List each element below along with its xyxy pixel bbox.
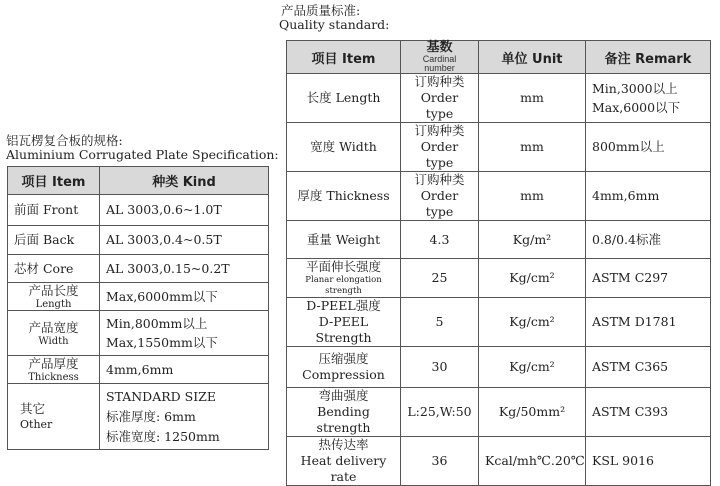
spec-item-en: Other <box>20 417 53 431</box>
quality-cardinal <box>401 172 479 221</box>
quality-cardinal <box>401 123 479 172</box>
spec-kind-line: 标准厚度: 6mm <box>106 408 196 424</box>
quality-unit: Kg/50mm² <box>479 388 586 437</box>
quality-title-cn: 产品质量标准: <box>281 3 361 18</box>
table-row <box>8 226 269 255</box>
table-row <box>287 437 711 486</box>
quality-item <box>287 388 401 437</box>
spec-item <box>8 311 100 356</box>
spec-kind-line: Min,800mm以上 <box>106 316 208 331</box>
quality-cardinal: 5 <box>401 298 479 347</box>
quality-unit: mm <box>479 74 586 123</box>
quality-header-cardinal: 基数 Cardinal number <box>401 41 479 74</box>
table-row <box>287 388 711 437</box>
spec-title-cn: 铝瓦楞复合板的规格: <box>6 133 123 148</box>
quality-remark: ASTM D1781 <box>586 298 711 347</box>
quality-item-cn: D-PEEL强度 <box>306 298 381 313</box>
spec-item: 后面 Back <box>8 226 100 255</box>
quality-item <box>287 259 401 298</box>
quality-remark: ASTM C365 <box>586 347 711 388</box>
quality-title-en: Quality standard: <box>279 17 390 32</box>
quality-header-unit: 单位 Unit <box>479 41 586 74</box>
spec-table <box>7 166 269 450</box>
spec-kind: AL 3003,0.15~0.2T <box>100 255 269 283</box>
table-row <box>287 259 711 298</box>
quality-item <box>287 347 401 388</box>
quality-cardinal-line: Order type <box>420 188 459 219</box>
table-row <box>8 255 269 283</box>
spec-item: 芯材 Core <box>8 255 100 283</box>
quality-item-en: Heat delivery rate <box>300 453 387 484</box>
spec-kind <box>100 384 269 450</box>
quality-remark: 4mm,6mm <box>586 172 711 221</box>
spec-item-en: Thickness <box>28 372 79 383</box>
spec-item-cn: 其它 <box>20 400 46 416</box>
quality-cardinal-line: Order type <box>420 139 459 170</box>
quality-remark: ASTM C297 <box>586 259 711 298</box>
table-row <box>8 283 269 311</box>
spec-header-kind: 种类 Kind <box>100 167 269 195</box>
table-row <box>287 123 711 172</box>
quality-remark-line: Max,6000以下 <box>592 100 681 115</box>
quality-item <box>287 437 401 486</box>
quality-header-item: 项目 Item <box>287 41 401 74</box>
quality-remark-line: Min,3000以上 <box>592 81 678 96</box>
spec-item-cn: 产品长度 <box>28 283 79 298</box>
quality-item-en: Compression <box>302 367 385 382</box>
quality-remark: ASTM C393 <box>586 388 711 437</box>
quality-cardinal-line: 订购种类 <box>414 172 465 187</box>
quality-header-remark: 备注 Remark <box>586 41 711 74</box>
quality-unit: mm <box>479 123 586 172</box>
quality-unit: Kg/cm² <box>479 298 586 347</box>
spec-item-cn: 产品厚度 <box>28 356 79 371</box>
quality-cardinal-line: Order type <box>420 90 459 121</box>
quality-unit: Kg/m² <box>479 221 586 259</box>
quality-remark: 0.8/0.4标准 <box>586 221 711 259</box>
quality-cardinal: 30 <box>401 347 479 388</box>
table-row <box>8 311 269 356</box>
quality-cardinal: 36 <box>401 437 479 486</box>
quality-cardinal-line: 订购种类 <box>414 123 465 138</box>
quality-item-en: Bending strength <box>316 404 371 435</box>
spec-kind: AL 3003,0.4~0.5T <box>100 226 269 255</box>
spec-item <box>8 384 100 450</box>
quality-unit: Kg/cm² <box>479 347 586 388</box>
table-row <box>287 298 711 347</box>
quality-item-cn: 弯曲强度 <box>318 388 369 403</box>
spec-title-en: Aluminium Corrugated Plate Specification: <box>6 147 279 162</box>
table-row <box>287 221 711 259</box>
quality-unit: Kg/cm² <box>479 259 586 298</box>
spec-item <box>8 283 100 311</box>
quality-item <box>287 298 401 347</box>
quality-remark: KSL 9016 <box>586 437 711 486</box>
quality-item: 长度 Length <box>287 74 401 123</box>
spec-kind-line: STANDARD SIZE <box>106 388 216 404</box>
quality-unit: mm <box>479 172 586 221</box>
spec-kind: Max,6000mm以下 <box>100 283 269 311</box>
quality-unit: Kcal/mh℃.20℃ <box>479 437 586 486</box>
table-row <box>287 172 711 221</box>
table-row <box>287 74 711 123</box>
spec-item <box>8 356 100 384</box>
quality-remark <box>586 74 711 123</box>
table-row <box>8 195 269 226</box>
table-row <box>8 384 269 450</box>
spec-item-en: Width <box>38 335 69 347</box>
quality-remark: 800mm以上 <box>586 123 711 172</box>
quality-item-en: D-PEEL Strength <box>315 314 372 345</box>
table-row <box>287 347 711 388</box>
quality-item: 重量 Weight <box>287 221 401 259</box>
spec-kind-line: Max,1550mm以下 <box>106 335 218 350</box>
spec-item-en: Length <box>35 299 72 310</box>
table-row <box>8 356 269 384</box>
spec-kind: 4mm,6mm <box>100 356 269 384</box>
quality-item-cn: 压缩强度 <box>318 351 369 366</box>
quality-cardinal-line: 订购种类 <box>414 74 465 89</box>
quality-table <box>286 40 711 486</box>
quality-cardinal: 4.3 <box>401 221 479 259</box>
spec-kind-line: 标准宽度: 1250mm <box>106 428 220 444</box>
quality-cardinal: L:25,W:50 <box>401 388 479 437</box>
quality-cardinal: 25 <box>401 259 479 298</box>
quality-item-cn: 热传达率 <box>318 437 369 452</box>
spec-item: 前面 Front <box>8 195 100 226</box>
spec-kind <box>100 311 269 356</box>
spec-item-cn: 产品宽度 <box>28 319 79 335</box>
quality-item: 厚度 Thickness <box>287 172 401 221</box>
spec-kind: AL 3003,0.6~1.0T <box>100 195 269 226</box>
quality-item-en: Planar elongation strength <box>305 275 382 296</box>
quality-item: 宽度 Width <box>287 123 401 172</box>
spec-header-item: 项目 Item <box>8 167 100 195</box>
quality-item-cn: 平面伸长强度 <box>305 259 381 274</box>
quality-cardinal <box>401 74 479 123</box>
